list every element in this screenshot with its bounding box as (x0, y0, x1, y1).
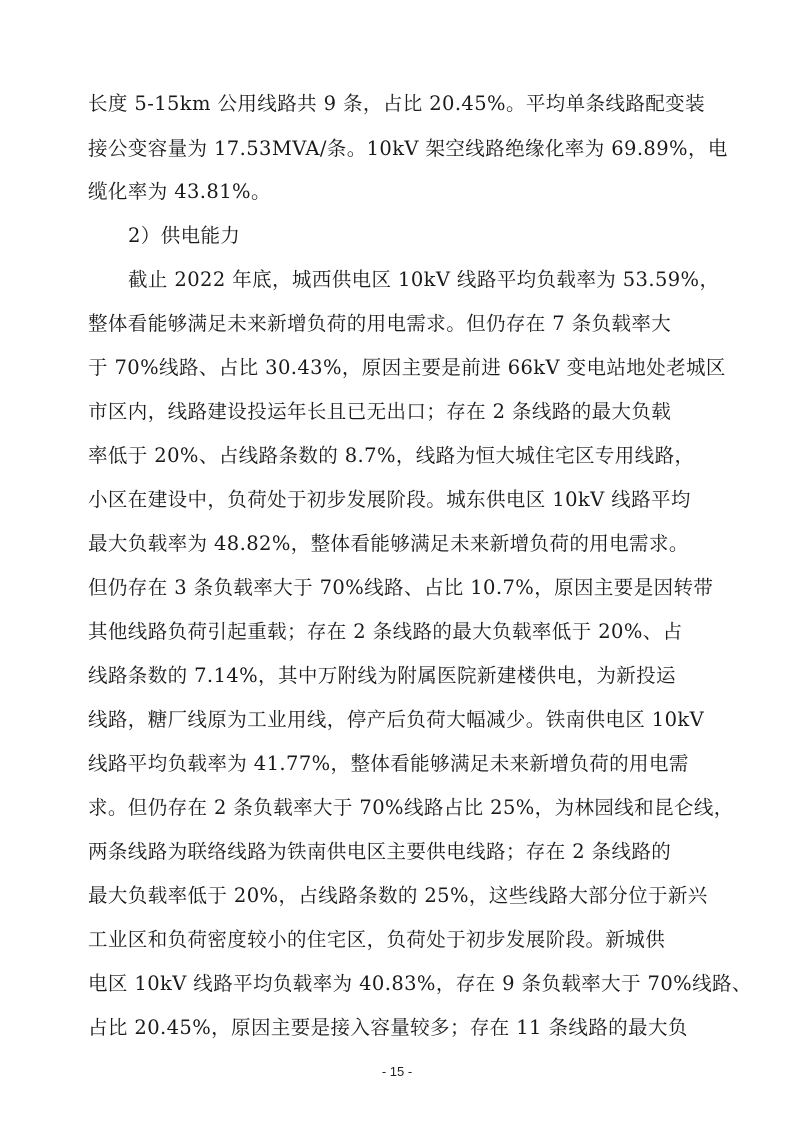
text-line-17: 求。但仍存在 2 条负载率大于 70%线路占比 25%，为林园线和昆仑线， (88, 796, 734, 819)
text-line-2: 接公变容量为 17.53MVA/条。10kV 架空线路绝缘化率为 69.89%，电 (88, 137, 728, 160)
text-line-9: 率低于 20%、占线路条数的 8.7%，线路为恒大城住宅区专用线路， (88, 444, 695, 467)
text-line-13: 其他线路负荷引起重载；存在 2 条线路的最大负载率低于 20%、占 (88, 620, 683, 643)
text-line-10: 小区在建设中，负荷处于初步发展阶段。城东供电区 10kV 线路平均 (88, 488, 691, 511)
text-line-11: 最大负载率为 48.82%，整体看能够满足未来新增负荷的用电需求。 (88, 532, 689, 555)
text-line-3: 缆化率为 43.81%。 (88, 180, 271, 203)
page-number: - 15 - (381, 1064, 413, 1079)
text-line-5: 截止 2022 年底，城西供电区 10kV 线路平均负载率为 53.59%， (128, 268, 720, 291)
text-line-19: 最大负载率低于 20%，占线路条数的 25%，这些线路大部分位于新兴 (88, 884, 708, 907)
text-line-21: 电区 10kV 线路平均负载率为 40.83%，存在 9 条负载率大于 70%线路、 (88, 972, 752, 995)
text-line-6: 整体看能够满足未来新增负荷的用电需求。但仍存在 7 条负载率大 (88, 312, 672, 335)
text-line-20: 工业区和负荷密度较小的住宅区，负荷处于初步发展阶段。新城供 (88, 928, 666, 951)
text-line-8: 市区内，线路建设投运年长且已无出口；存在 2 条线路的最大负载 (88, 400, 672, 423)
text-line-12: 但仍存在 3 条负载率大于 70%线路、占比 10.7%，原因主要是因转带 (88, 576, 714, 599)
text-line-1: 长度 5-15km 公用线路共 9 条，占比 20.45%。平均单条线路配变装 (88, 92, 705, 115)
text-line-7: 于 70%线路、占比 30.43%，原因主要是前进 66kV 变电站地处老城区 (88, 356, 726, 379)
text-line-18: 两条线路为联络线路为铁南供电区主要供电线路；存在 2 条线路的 (88, 840, 672, 863)
section-heading: 2）供电能力 (128, 224, 241, 247)
text-line-16: 线路平均负载率为 41.77%，整体看能够满足未来新增负荷的用电需 (88, 752, 689, 775)
text-line-22: 占比 20.45%，原因主要是接入容量较多；存在 11 条线路的最大负 (88, 1016, 688, 1039)
text-line-15: 线路，糖厂线原为工业用线，停产后负荷大幅减少。铁南供电区 10kV (88, 708, 705, 731)
text-line-14: 线路条数的 7.14%，其中万附线为附属医院新建楼供电，为新投运 (88, 664, 676, 687)
